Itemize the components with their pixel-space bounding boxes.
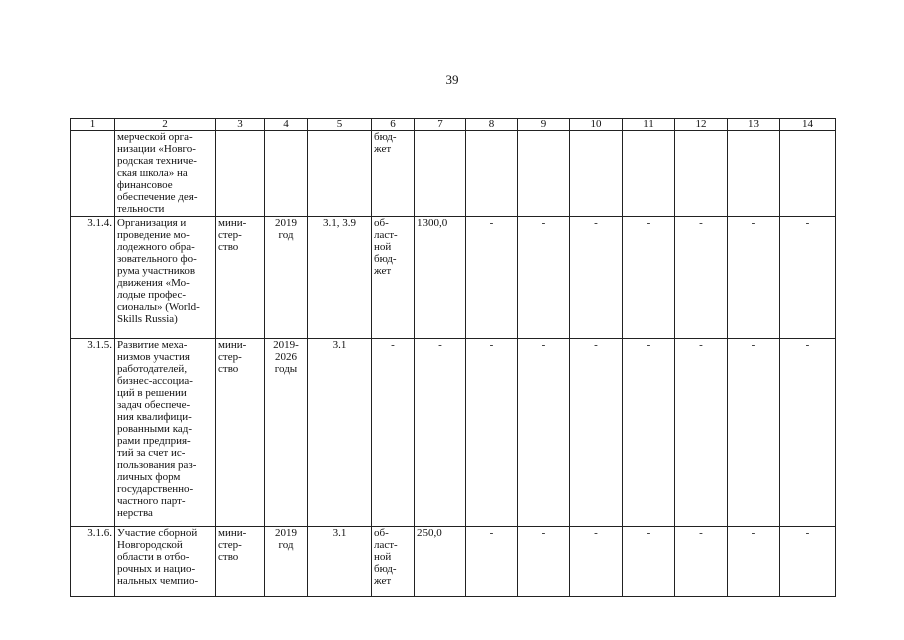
value-cell: - [623,527,675,597]
value-cell: - [466,217,518,339]
period-cell: 2019 год [265,217,308,339]
column-header: 1 [71,119,115,131]
activity-name: Организация и проведение мо- лодежного обра- зовательного фо- рума участников движения «Мо- лодые профес- сионалы» (World- Skills Russia) [115,217,216,339]
funding-source-cell: бюд- жет [372,131,415,217]
table-row [71,527,836,597]
value-cell [570,131,623,217]
value-cell: - [728,527,780,597]
indicator-cell: 3.1 [308,339,372,527]
column-header: 4 [265,119,308,131]
indicator-cell: 3.1, 3.9 [308,217,372,339]
column-header: 9 [518,119,570,131]
funding-source-cell: об- ласт- ной бюд- жет [372,217,415,339]
column-header: 12 [675,119,728,131]
program-table [70,118,836,597]
indicator-cell [308,131,372,217]
value-cell: - [623,339,675,527]
row-number: 3.1.4. [71,217,115,339]
column-header: 14 [780,119,836,131]
column-number-row [71,119,836,131]
table-row [71,131,836,217]
period-cell [265,131,308,217]
value-cell: - [675,339,728,527]
column-header: 11 [623,119,675,131]
value-cell [415,131,466,217]
value-cell: - [728,339,780,527]
table-row [71,217,836,339]
period-cell: 2019- 2026 годы [265,339,308,527]
value-cell [518,131,570,217]
executor-cell: мини- стер- ство [216,339,265,527]
value-cell: - [780,217,836,339]
activity-name: Развитие меха- низмов участия работодателей, бизнес-ассоциа- ций в решении задач обеспече- ния квалифици- рованными кад- рами предприя- тий за счет ис- пользования раз- личных форм государственно- частного парт- нерства [115,339,216,527]
value-cell: - [623,217,675,339]
value-cell [466,131,518,217]
row-number: 3.1.6. [71,527,115,597]
activity-name: мерческой орга- низации «Новго- родская техниче- ская школа» на финансовое обеспечение дея- тельности [115,131,216,217]
column-header: 5 [308,119,372,131]
row-number [71,131,115,217]
value-cell: - [518,339,570,527]
value-cell: - [570,339,623,527]
value-cell: - [466,339,518,527]
value-cell: - [518,217,570,339]
funding-source-cell: об- ласт- ной бюд- жет [372,527,415,597]
value-cell [675,131,728,217]
value-cell: - [415,339,466,527]
value-cell: - [780,527,836,597]
column-header: 7 [415,119,466,131]
value-cell: - [570,217,623,339]
value-cell: 1300,0 [415,217,466,339]
column-header: 13 [728,119,780,131]
activity-name: Участие сборной Новгородской области в отбо- рочных и нацио- нальных чемпио- [115,527,216,597]
value-cell: 250,0 [415,527,466,597]
value-cell: - [518,527,570,597]
value-cell [780,131,836,217]
row-number: 3.1.5. [71,339,115,527]
value-cell: - [675,527,728,597]
column-header: 2 [115,119,216,131]
table-row [71,339,836,527]
column-header: 6 [372,119,415,131]
value-cell [728,131,780,217]
page-number: 39 [445,72,459,87]
column-header: 8 [466,119,518,131]
funding-source-cell: - [372,339,415,527]
column-header: 3 [216,119,265,131]
value-cell: - [466,527,518,597]
executor-cell: мини- стер- ство [216,217,265,339]
period-cell: 2019 год [265,527,308,597]
executor-cell: мини- стер- ство [216,527,265,597]
executor-cell [216,131,265,217]
value-cell: - [728,217,780,339]
value-cell: - [675,217,728,339]
indicator-cell: 3.1 [308,527,372,597]
value-cell: - [570,527,623,597]
value-cell [623,131,675,217]
value-cell: - [780,339,836,527]
column-header: 10 [570,119,623,131]
